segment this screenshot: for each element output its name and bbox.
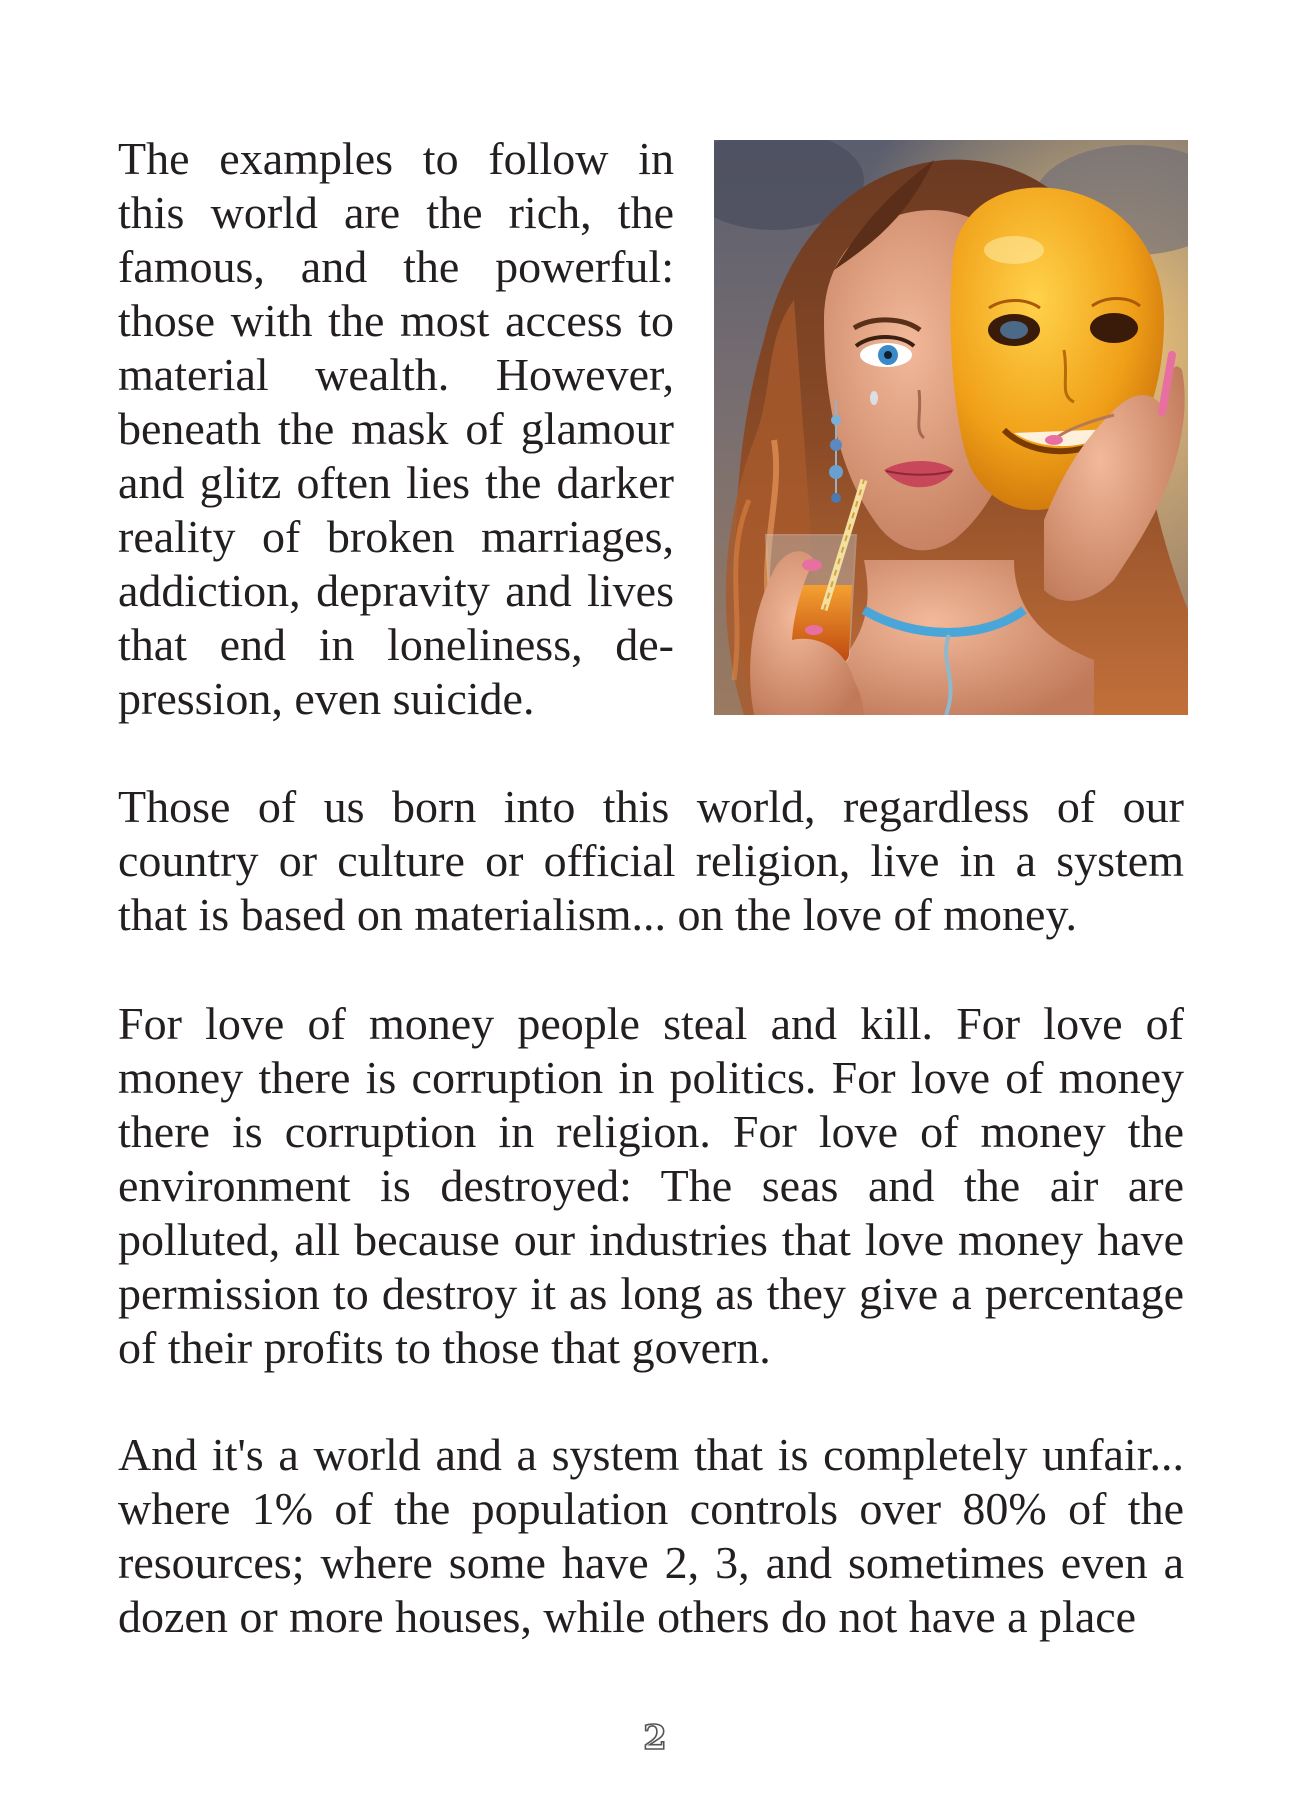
- paragraph-2: Those of us born into this world, regardless of our country or culture or official religion, live in a system that is based on materialism... on the love of money.: [118, 781, 1184, 940]
- paragraph-4: And it's a world and a system that is completely unfair... where 1% of the population controls over 80% of the resources; where some have 2, 3, and sometimes even a dozen or more houses, while others do not have a place: [118, 1429, 1184, 1642]
- paragraph-1: The examples to follow in this world are the rich, the famous, and the powerful: those with the most access to material wealth. However, beneath the mask of glamour and glitz often lies the darker reality of broken marriages, addiction, depravity and lives that end in loneliness, depression, even suicide.: [118, 133, 674, 724]
- page-number: 2: [643, 1718, 668, 1758]
- woman-with-golden-mask-illustration: [714, 140, 1188, 715]
- paragraph-3: For love of money people steal and kill. For love of money there is corruption in politics. For love of money there is corruption in religion. For love of money the environment is destroyed: The seas and the air are polluted, all because our industries that love money have permission to destroy it as long as they give a percentage of their profits to those that govern.: [118, 998, 1184, 1373]
